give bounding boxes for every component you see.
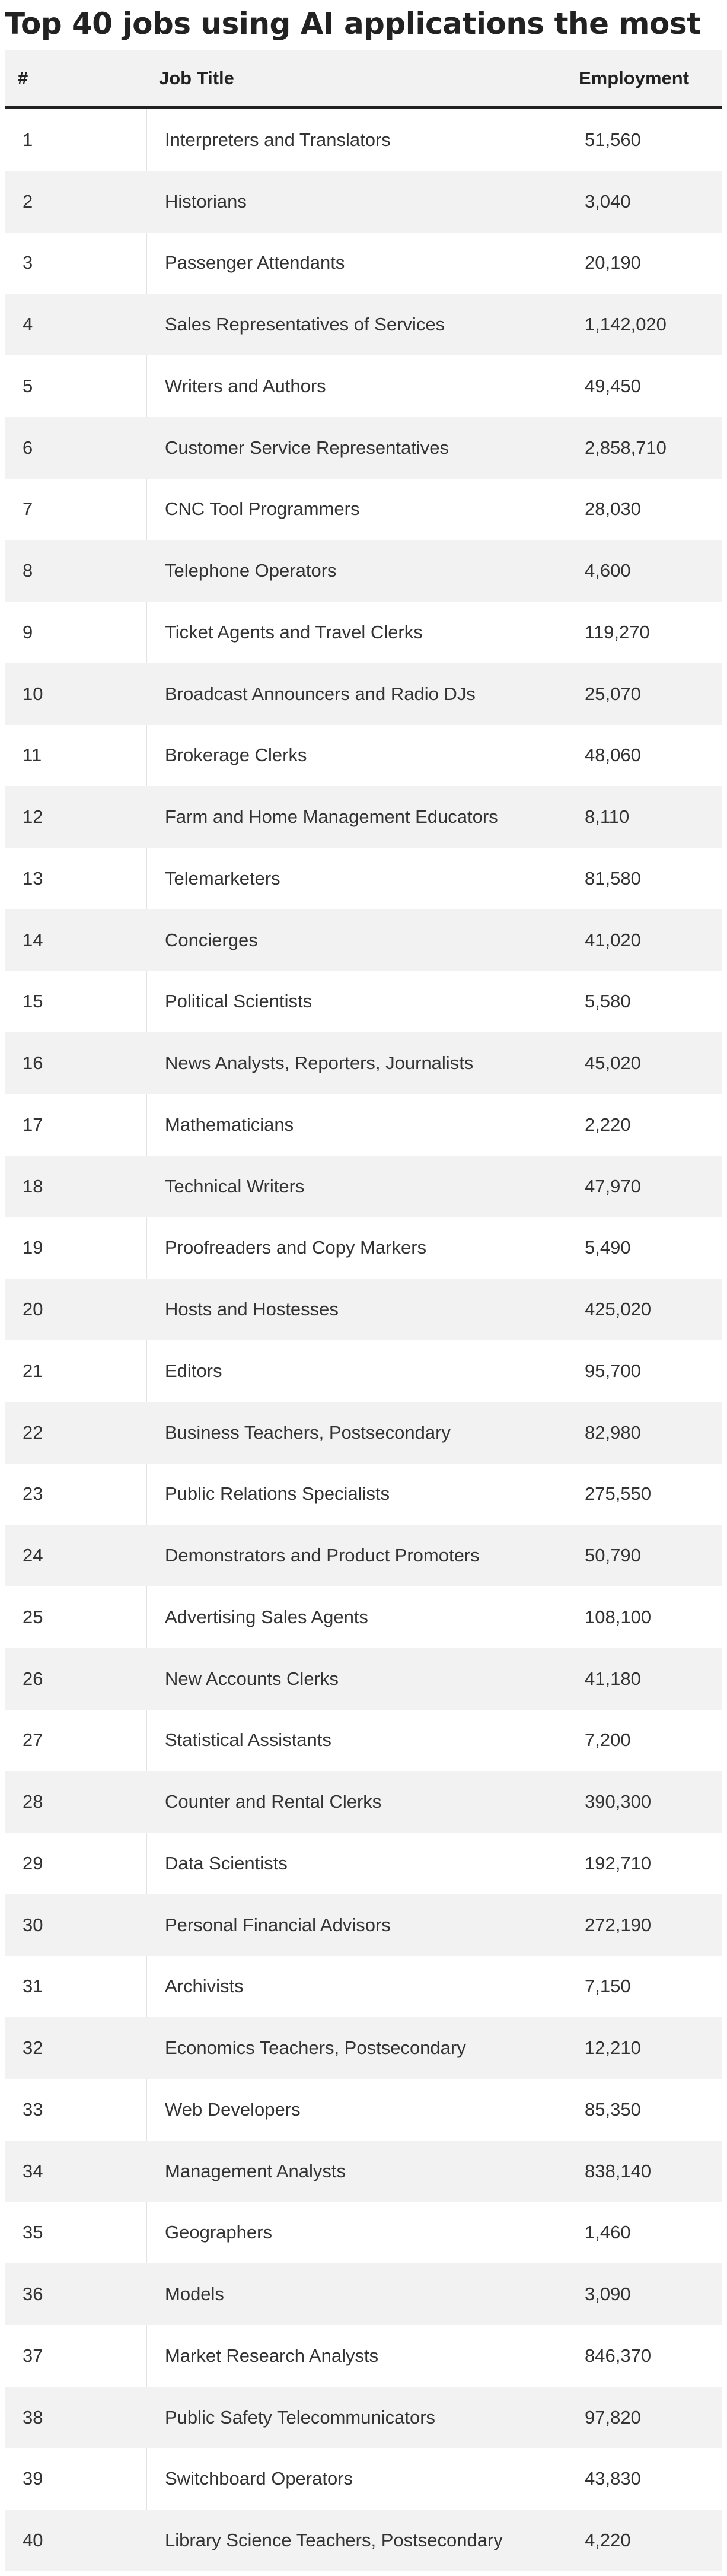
- table-row: [5, 2141, 722, 2202]
- employment-cell: 95,700: [585, 1360, 641, 1381]
- table-row: [5, 1217, 722, 1279]
- rank-cell: 37: [23, 2345, 43, 2366]
- rank-cell: 32: [23, 2037, 43, 2059]
- table-row: [5, 848, 722, 909]
- employment-cell: 846,370: [585, 2345, 652, 2366]
- job-title-cell: Geographers: [165, 2222, 272, 2243]
- job-title-cell: CNC Tool Programmers: [165, 498, 360, 520]
- rank-cell: 23: [23, 1483, 43, 1505]
- rank-cell: 9: [23, 621, 33, 643]
- job-title-cell: Business Teachers, Postsecondary: [165, 1421, 451, 1443]
- job-title-cell: Personal Financial Advisors: [165, 1914, 391, 1935]
- rank-cell: 5: [23, 375, 33, 396]
- rank-cell: 10: [23, 683, 43, 704]
- employment-cell: 48,060: [585, 745, 641, 766]
- job-title-cell: Editors: [165, 1360, 222, 1381]
- employment-cell: 97,820: [585, 2406, 641, 2428]
- column-header-employment: Employment: [579, 67, 690, 88]
- table-row: [5, 1156, 722, 1217]
- rank-cell: 2: [23, 190, 33, 212]
- rank-cell: 27: [23, 1729, 43, 1751]
- rank-cell: 35: [23, 2222, 43, 2243]
- employment-cell: 47,970: [585, 1175, 641, 1197]
- job-title-cell: Brokerage Clerks: [165, 745, 307, 766]
- job-title-cell: Models: [165, 2284, 224, 2305]
- table-row: [5, 479, 722, 540]
- rank-cell: 11: [23, 745, 42, 766]
- table-row: [5, 171, 722, 233]
- rank-cell: 40: [23, 2530, 43, 2551]
- employment-cell: 81,580: [585, 867, 641, 889]
- job-title-cell: Technical Writers: [165, 1175, 305, 1197]
- job-title-cell: Library Science Teachers, Postsecondary: [165, 2530, 503, 2551]
- job-title-cell: Political Scientists: [165, 991, 313, 1012]
- table-row: [5, 1833, 722, 1894]
- table-row: [5, 2263, 722, 2325]
- rank-cell: 4: [23, 314, 33, 335]
- table-row: [5, 786, 722, 848]
- employment-cell: 50,790: [585, 1545, 641, 1566]
- job-title-cell: Historians: [165, 190, 247, 212]
- employment-cell: 49,450: [585, 375, 641, 396]
- table-row: [5, 602, 722, 663]
- employment-cell: 1,142,020: [585, 314, 667, 335]
- rank-cell: 39: [23, 2468, 43, 2489]
- rank-cell: 15: [23, 991, 43, 1012]
- rank-cell: 24: [23, 1545, 43, 1566]
- rank-cell: 31: [23, 1976, 43, 1997]
- employment-cell: 272,190: [585, 1914, 652, 1935]
- job-title-cell: Counter and Rental Clerks: [165, 1791, 382, 1812]
- employment-cell: 12,210: [585, 2037, 641, 2059]
- employment-cell: 4,600: [585, 560, 631, 581]
- job-title-cell: Archivists: [165, 1976, 244, 1997]
- employment-cell: 82,980: [585, 1421, 641, 1443]
- job-title-cell: Telephone Operators: [165, 560, 337, 581]
- rank-cell: 8: [23, 560, 33, 581]
- table-row: [5, 1525, 722, 1586]
- table-row: [5, 1771, 722, 1833]
- rank-cell: 38: [23, 2406, 43, 2428]
- employment-cell: 275,550: [585, 1483, 652, 1505]
- employment-cell: 20,190: [585, 252, 641, 273]
- rank-cell: 18: [23, 1175, 43, 1197]
- job-title-cell: Management Analysts: [165, 2160, 346, 2181]
- rank-cell: 16: [23, 1052, 43, 1074]
- employment-cell: 8,110: [585, 806, 630, 828]
- employment-cell: 41,180: [585, 1668, 641, 1689]
- table-row: [5, 2448, 722, 2510]
- table-row: [5, 233, 722, 294]
- table-row: [5, 2387, 722, 2448]
- table-row: [5, 1279, 722, 1340]
- employment-cell: 2,220: [585, 1114, 631, 1135]
- rank-cell: 12: [23, 806, 43, 828]
- table-row: [5, 1094, 722, 1156]
- job-title-cell: Mathematicians: [165, 1114, 294, 1135]
- job-title-cell: Writers and Authors: [165, 375, 326, 396]
- table-row: [5, 2017, 722, 2079]
- job-title-cell: Market Research Analysts: [165, 2345, 379, 2366]
- employment-cell: 5,490: [585, 1237, 631, 1258]
- job-title-cell: Public Safety Telecommunicators: [165, 2406, 436, 2428]
- job-title-cell: Switchboard Operators: [165, 2468, 353, 2489]
- table-row: [5, 1586, 722, 1648]
- job-title-cell: New Accounts Clerks: [165, 1668, 339, 1689]
- table-row: [5, 1648, 722, 1710]
- employment-cell: 1,460: [585, 2222, 631, 2243]
- job-title-cell: Concierges: [165, 929, 258, 950]
- rank-cell: 14: [23, 929, 43, 950]
- rank-cell: 19: [23, 1237, 43, 1258]
- table-row: [5, 2202, 722, 2264]
- rank-cell: 26: [23, 1668, 43, 1689]
- employment-cell: 119,270: [585, 621, 650, 643]
- table-row: [5, 1894, 722, 1956]
- job-title-cell: Interpreters and Translators: [165, 129, 391, 150]
- table-row: [5, 1402, 722, 1464]
- employment-cell: 5,580: [585, 991, 631, 1012]
- job-title-cell: Passenger Attendants: [165, 252, 345, 273]
- job-title-cell: Sales Representatives of Services: [165, 314, 445, 335]
- table-row: [5, 109, 722, 171]
- employment-cell: 7,150: [585, 1976, 631, 1997]
- table-row: [5, 725, 722, 787]
- table-row: [5, 1956, 722, 2018]
- table-row: [5, 2079, 722, 2141]
- job-title-cell: Proofreaders and Copy Markers: [165, 1237, 427, 1258]
- employment-cell: 7,200: [585, 1729, 631, 1751]
- table-row: [5, 294, 722, 355]
- table-row: [5, 1464, 722, 1525]
- rank-cell: 17: [23, 1114, 43, 1135]
- rank-cell: 21: [23, 1360, 43, 1381]
- rank-cell: 30: [23, 1914, 43, 1935]
- column-header-job-title: Job Title: [159, 67, 234, 88]
- rank-cell: 20: [23, 1299, 43, 1320]
- job-title-cell: Broadcast Announcers and Radio DJs: [165, 683, 476, 704]
- job-title-cell: Advertising Sales Agents: [165, 1606, 368, 1627]
- employment-cell: 390,300: [585, 1791, 652, 1812]
- job-title-cell: Statistical Assistants: [165, 1729, 331, 1751]
- job-title-cell: News Analysts, Reporters, Journalists: [165, 1052, 474, 1074]
- employment-cell: 45,020: [585, 1052, 641, 1074]
- employment-cell: 41,020: [585, 929, 641, 950]
- rank-cell: 22: [23, 1421, 43, 1443]
- rank-cell: 28: [23, 1791, 43, 1812]
- table-body: [5, 109, 722, 2571]
- employment-cell: 43,830: [585, 2468, 641, 2489]
- rank-cell: 33: [23, 2098, 43, 2120]
- job-title-cell: Public Relations Specialists: [165, 1483, 390, 1505]
- rank-cell: 7: [23, 498, 33, 520]
- employment-cell: 3,040: [585, 190, 631, 212]
- job-title-cell: Customer Service Representatives: [165, 437, 449, 458]
- table-title: Top 40 jobs using AI applications the most: [5, 7, 701, 41]
- rank-cell: 13: [23, 867, 43, 889]
- table-row: [5, 540, 722, 602]
- employment-cell: 28,030: [585, 498, 641, 520]
- employment-cell: 838,140: [585, 2160, 652, 2181]
- employment-cell: 85,350: [585, 2098, 641, 2120]
- table-row: [5, 2510, 722, 2571]
- job-title-cell: Web Developers: [165, 2098, 301, 2120]
- employment-cell: 2,858,710: [585, 437, 667, 458]
- employment-cell: 3,090: [585, 2284, 631, 2305]
- job-title-cell: Hosts and Hostesses: [165, 1299, 339, 1320]
- employment-cell: 192,710: [585, 1852, 652, 1874]
- table-row: [5, 909, 722, 971]
- table-row: [5, 417, 722, 479]
- job-title-cell: Ticket Agents and Travel Clerks: [165, 621, 423, 643]
- table-row: [5, 355, 722, 417]
- jobs-table: [5, 50, 722, 2571]
- employment-cell: 108,100: [585, 1606, 652, 1627]
- table-row: [5, 663, 722, 725]
- table-row: [5, 971, 722, 1033]
- employment-cell: 51,560: [585, 129, 641, 150]
- rank-cell: 1: [23, 129, 33, 150]
- employment-cell: 4,220: [585, 2530, 631, 2551]
- job-title-cell: Farm and Home Management Educators: [165, 806, 498, 828]
- rank-cell: 34: [23, 2160, 43, 2181]
- rank-cell: 6: [23, 437, 33, 458]
- job-title-cell: Data Scientists: [165, 1852, 288, 1874]
- employment-cell: 425,020: [585, 1299, 652, 1320]
- rank-cell: 36: [23, 2284, 43, 2305]
- job-title-cell: Economics Teachers, Postsecondary: [165, 2037, 466, 2059]
- table-row: [5, 1340, 722, 1402]
- job-title-cell: Demonstrators and Product Promoters: [165, 1545, 480, 1566]
- employment-cell: 25,070: [585, 683, 641, 704]
- table-header: [5, 50, 722, 109]
- rank-cell: 25: [23, 1606, 43, 1627]
- rank-cell: 3: [23, 252, 33, 273]
- rank-cell: 29: [23, 1852, 43, 1874]
- table-row: [5, 2325, 722, 2387]
- column-header-rank: #: [18, 67, 28, 88]
- table-row: [5, 1710, 722, 1772]
- job-title-cell: Telemarketers: [165, 867, 280, 889]
- table-row: [5, 1032, 722, 1094]
